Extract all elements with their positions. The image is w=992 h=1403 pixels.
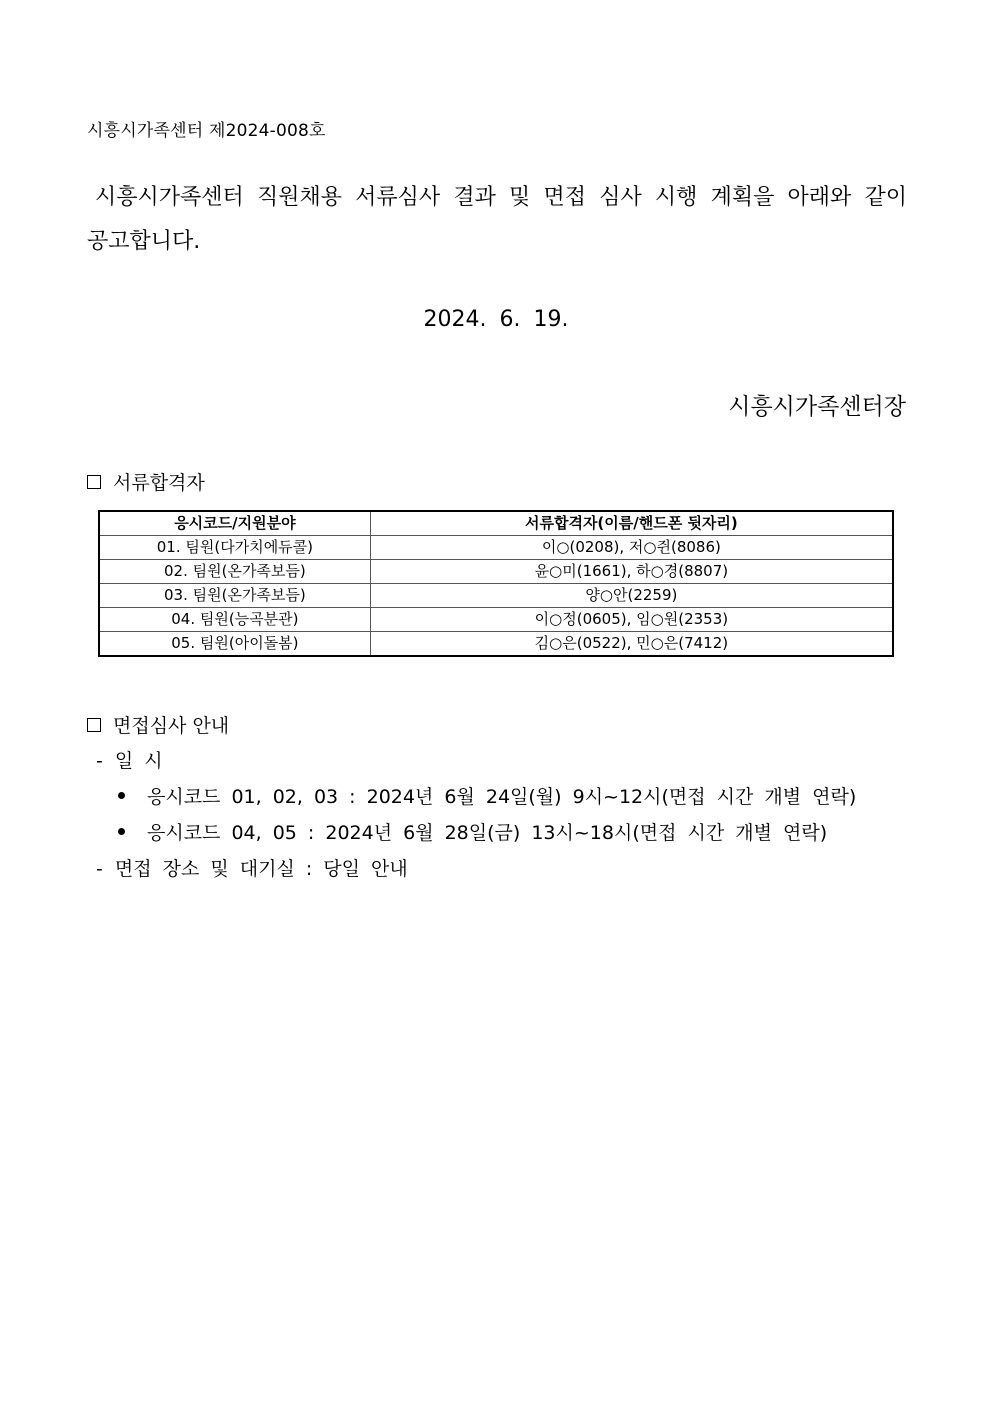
cell-code: 05. 팀원(아이돌봄) bbox=[99, 632, 370, 657]
schedule-label: 일 시 bbox=[114, 750, 163, 772]
bullet-icon bbox=[118, 792, 125, 799]
schedule-item-text: 응시코드 01, 02, 03 : 2024년 6월 24일(월) 9시~12시(면접 시간 개별 연락) bbox=[147, 786, 857, 808]
table-row bbox=[99, 608, 893, 632]
column-header-code: 응시코드/지원분야 bbox=[99, 511, 370, 536]
bullet-icon bbox=[118, 828, 125, 835]
cell-passers: 이○(0208), 저○쥔(8086) bbox=[370, 536, 893, 560]
cell-passers: 윤○미(1661), 하○경(8807) bbox=[370, 560, 893, 584]
table-row bbox=[99, 632, 893, 657]
section-title: 서류합격자 bbox=[113, 472, 205, 494]
section-header-document-passers bbox=[87, 468, 205, 495]
issuer-name: 시흥시가족센터장 bbox=[728, 394, 906, 420]
announcement-date: 2024. 6. 19. bbox=[423, 307, 569, 332]
cell-code: 01. 팀원(다가치에듀콜) bbox=[99, 536, 370, 560]
location-text: 면접 장소 및 대기실 : 당일 안내 bbox=[114, 858, 408, 880]
table-row bbox=[99, 560, 893, 584]
passers-table bbox=[98, 510, 894, 657]
checkbox-icon bbox=[87, 718, 101, 732]
cell-passers: 김○은(0522), 민○은(7412) bbox=[370, 632, 893, 657]
section-header-interview bbox=[87, 711, 229, 738]
table-header-row bbox=[99, 511, 893, 536]
column-header-passers: 서류합격자(이름/핸드폰 뒷자리) bbox=[370, 511, 893, 536]
dash-marker: - bbox=[96, 858, 103, 880]
location-line bbox=[96, 854, 408, 881]
cell-code: 03. 팀원(온가족보듬) bbox=[99, 584, 370, 608]
cell-passers: 양○안(2259) bbox=[370, 584, 893, 608]
checkbox-icon bbox=[87, 475, 101, 489]
dash-marker: - bbox=[96, 750, 103, 772]
table-row bbox=[99, 536, 893, 560]
schedule-item bbox=[118, 782, 856, 809]
section-title: 면접심사 안내 bbox=[113, 715, 230, 737]
cell-passers: 이○정(0605), 임○원(2353) bbox=[370, 608, 893, 632]
schedule-item-text: 응시코드 04, 05 : 2024년 6월 28일(금) 13시~18시(면접 시간 개별 연락) bbox=[147, 822, 828, 844]
announcement-intro: 시흥시가족센터 직원채용 서류심사 결과 및 면접 심사 시행 계획을 아래와 같이 공고합니다. bbox=[87, 185, 907, 254]
cell-code: 02. 팀원(온가족보듬) bbox=[99, 560, 370, 584]
schedule-item bbox=[118, 818, 827, 845]
document-number: 시흥시가족센터 제2024-008호 bbox=[87, 121, 326, 141]
cell-code: 04. 팀원(능곡분관) bbox=[99, 608, 370, 632]
schedule-heading bbox=[96, 746, 163, 773]
table-row bbox=[99, 584, 893, 608]
